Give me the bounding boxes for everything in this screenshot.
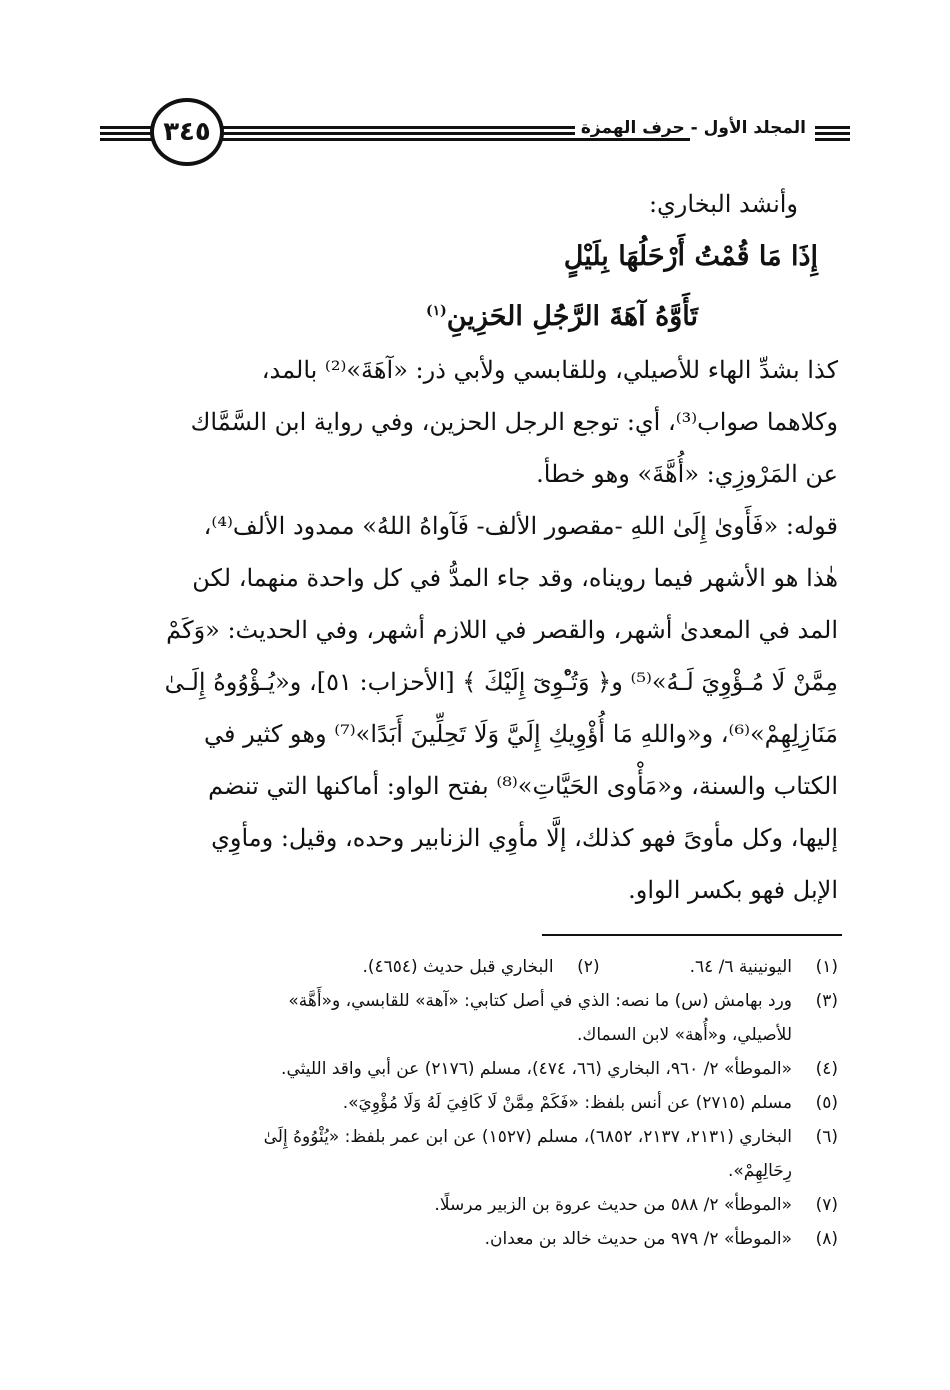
text-line: إليها، وكل مأوىً فهو كذلك، إلَّا مأوِي الزنابير وحده، وقيل: ومأوِي [211,824,838,852]
footnote-text: ورد بهامش (س) ما نصه: الذي في أصل كتابي: «آهة» للقابسي، و«أَهَّة» [288,991,792,1011]
text-line: قوله: «فَأَوىٰ إِلَىٰ اللهِ -مقصور الألف- فَآواهُ اللهُ» ممدود الألف⁽⁴⁾، [203,512,838,540]
footnote [108,1120,838,1188]
footnote-row [108,950,838,984]
header-rule [815,132,850,135]
footnote-text: «الموطأ» ٢/ ٩٦٠، البخاري (٦٦، ٤٧٤)، مسلم (٢١٧٦) عن أبي واقد الليثي. [281,1059,792,1079]
footnote-number: (٦) [815,1127,838,1147]
verse-text: تَأَوَّهُ آهَةَ الرَّجُلِ الحَزِينِ [446,301,698,332]
running-title: المجلد الأول - حرف الهمزة [575,118,812,138]
footnote [108,1052,838,1086]
footnotes [108,950,838,1256]
footnote-text: للأصيلي، و«أُهة» لابن السماك. [576,1025,792,1045]
text-line: مِمَّنْ لَا مُـؤْوِيَ لَـهُ»⁽⁵⁾ و﴿ وَتُـْٔوِىٓ إِلَيْكَ ﴾ [الأحزاب: ٥١]، و«يُـؤْوُوهُ إِلَـىٰ [164,668,838,696]
page-header [100,98,850,168]
text-line: مَنَازِلِهِمْ»⁽⁶⁾، و«واللهِ مَا أُؤْوِيكِ إِلَيَّ وَلَا تَحِلِّينَ أَبَدًا»⁽⁷⁾ وهو كثير في [204,720,838,748]
footnote [108,1086,838,1120]
text-line: الإبل فهو بكسر الواو. [628,876,838,904]
text-line: وكلاهما صواب⁽³⁾، أي: توجع الرجل الحزين، وفي رواية ابن السَّمَّاك [190,408,838,436]
text-line: هٰذا هو الأشهر فيما رويناه، وقد جاء المدُّ في كل واحدة منهما، لكن [192,564,838,592]
footnote-text: البخاري (٢١٣١، ٢١٣٧، ٦٨٥٢)، مسلم (١٥٢٧) عن ابن عمر بلفظ: «يُئْوُوهُ إِلَىٰ [263,1127,792,1147]
text-line: الكتاب والسنة، و«مَأْوى الحَيَّاتِ»⁽⁸⁾ بفتح الواو: أماكنها التي تنضم [208,772,838,800]
footnote-number: (١) [815,957,838,977]
footnote-number: (٥) [815,1093,838,1113]
footnote [108,1188,838,1222]
verse-line-2 [108,284,838,344]
footnote-text: مسلم (٢٧١٥) عن أنس بلفظ: «فَكَمْ مِمَّنْ لَا كَافِيَ لَهُ وَلَا مُؤْوِيَ». [342,1093,792,1113]
footnote [108,984,838,1052]
footnote [108,1222,838,1256]
footnote-text: «الموطأ» ٢/ ٩٧٩ من حديث خالد بن معدان. [484,1229,792,1249]
footnote-separator [542,934,842,936]
footnote-number: (٢) [577,957,600,977]
footnote-ref: (١) [425,303,447,319]
main-text [108,178,838,916]
footnote-number: (٨) [815,1229,838,1249]
page-number: ٣٤٥ [150,98,224,166]
header-rule [220,138,690,141]
footnote-number: (٧) [815,1195,838,1215]
verse-line-1: إِذَا مَا قُمْتُ أَرْحَلُهَا بِلَيْلٍ [563,241,818,272]
footnote-text: اليونينية ٦/ ٦٤. [689,957,792,977]
header-rule [815,126,850,129]
header-rule [815,138,850,141]
text-line: كذا بشدِّ الهاء للأصيلي، وللقابسي ولأبي ذر: «آهَةَ»⁽²⁾ بالمد، [261,356,838,384]
footnote-number: (٤) [815,1059,838,1079]
footnote-text: رِحَالِهِمْ». [727,1161,792,1181]
footnote-text: البخاري قبل حديث (٤٦٥٤). [362,957,554,977]
footnote-text: «الموطأ» ٢/ ٥٨٨ من حديث عروة بن الزبير مرسلًا. [434,1195,792,1215]
footnote-number: (٣) [815,991,838,1011]
text-line: المد في المعدىٰ أشهر، والقصر في اللازم أشهر، وفي الحديث: «وَكَمْ [166,616,838,644]
text-line: عن المَرْوزِي: «أُهَّةَ» وهو خطأ. [536,460,838,488]
intro-line: وأنشد البخاري: [648,190,798,218]
